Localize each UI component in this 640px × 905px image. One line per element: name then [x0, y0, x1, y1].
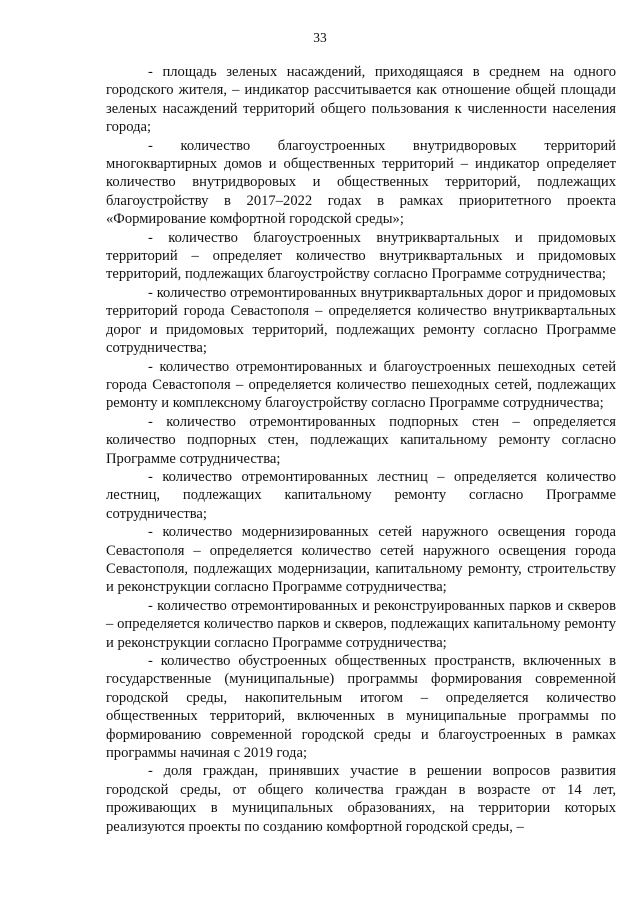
paragraph-stairs: - количество отремонтированных лестниц – определяется количество лестниц, подлежащих капитальному ремонту согласно Программе сотрудничества;	[106, 468, 616, 522]
paragraph-green-area: - площадь зеленых насаждений, приходящаяся в среднем на одного городского жителя, – индикатор рассчитывается как отношение общей площади зеленых насаждений территорий общего пользования к численности населения города;	[106, 64, 616, 136]
paragraph-retaining-walls: - количество отремонтированных подпорных стен – определяется количество подпорных стен, подлежащих капитальному ремонту согласно Программе сотрудничества;	[106, 413, 616, 467]
paragraph-citizen-participation: - доля граждан, принявших участие в решении вопросов развития городской среды, от общего количества граждан в возрасте от 14 лет, проживающих в муниципальных образованиях, на территории которых реализуются проекты по созданию комфортной городской среды, –	[106, 763, 616, 835]
paragraph-intra-block-roads: - количество отремонтированных внутриквартальных дорог и придомовых территорий города Севастополя – определяется количество внутриквартальных дорог и придомовых территорий, подлежащих ремонту согласно Программе сотрудничества;	[106, 284, 616, 357]
paragraph-street-lighting: - количество модернизированных сетей наружного освещения города Севастополя – определяется количество сетей наружного освещения города Севастополя, подлежащих модернизации, капитальному ремонту, строительству и реконструкции согласно Программе сотрудничества;	[106, 524, 616, 596]
paragraph-pedestrian-networks: - количество отремонтированных и благоустроенных пешеходных сетей города Севастополя – определяется количество пешеходных сетей, подлежащих ремонту и комплексному благоустройству согласно Программе сотрудничества;	[106, 358, 616, 412]
paragraph-public-spaces: - количество обустроенных общественных пространств, включенных в государственные (муниципальные) программы формирования современной городской среды, накопительным итогом – определяется количество общественных территорий, включенных в муниципальные программы по формированию современной городской среды и благоустроенных в рамках программы начиная с 2019 года;	[106, 653, 616, 762]
paragraph-intra-block-territories: - количество благоустроенных внутриквартальных и придомовых территорий – определяет количество внутриквартальных и придомовых территорий, подлежащих благоустройству согласно Программе сотрудничества;	[106, 229, 616, 283]
paragraph-parks-squares: - количество отремонтированных и реконструированных парков и скверов – определяется количество парков и скверов, подлежащих капитальному ремонту и реконструкции согласно Программе сотрудничества;	[106, 597, 616, 651]
page-number: 33	[313, 30, 327, 45]
document-body	[106, 63, 616, 836]
paragraph-yard-territories: - количество благоустроенных внутридворовых территорий многоквартирных домов и общественных территорий – индикатор определяет количество внутридворовых и общественных территорий, подлежащих благоустройству в 2017–2022 годах в рамках приоритетного проекта «Формирование комфортной городской среды»;	[106, 137, 616, 228]
